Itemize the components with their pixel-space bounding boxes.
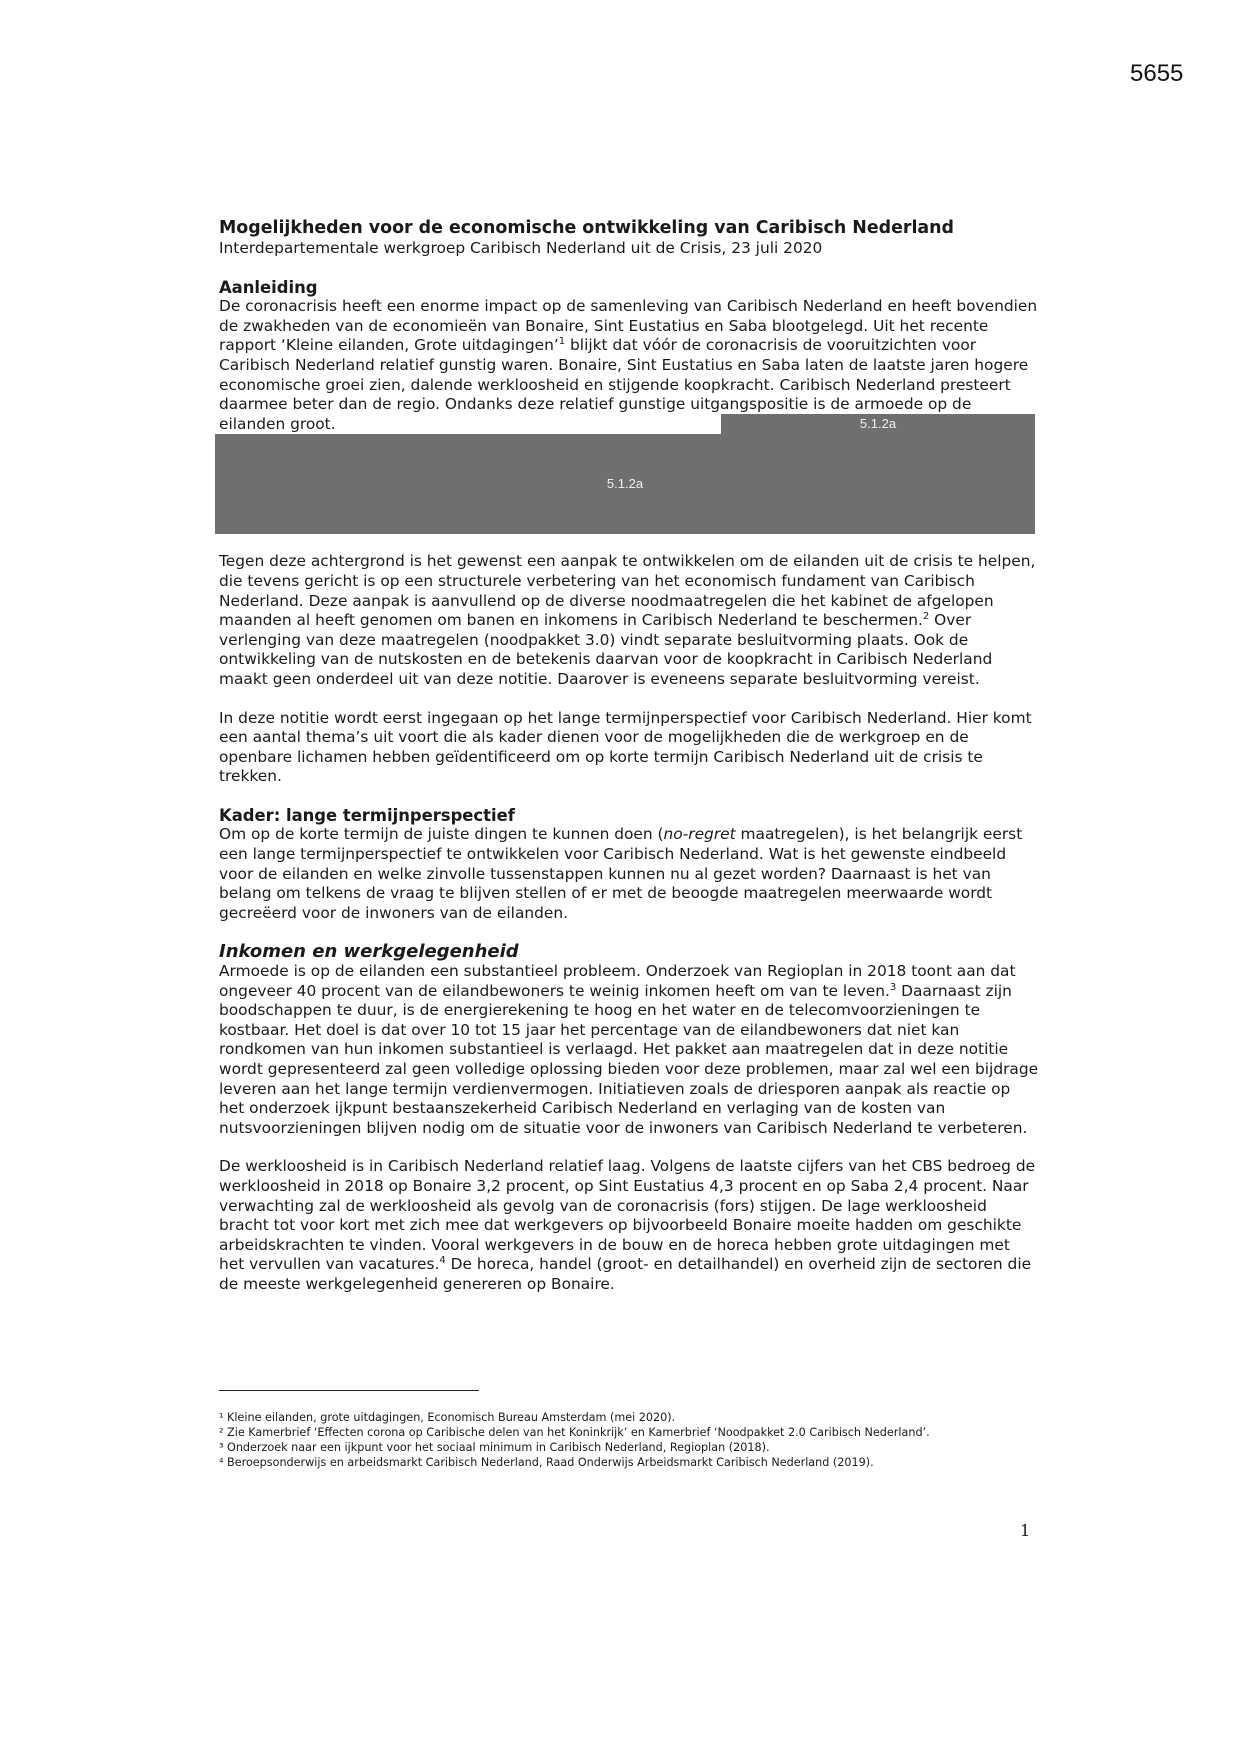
paragraph-inkomen-1: Armoede is op de eilanden een substantieel probleem. Onderzoek van Regioplan in 2018 toont aan dat ongeveer 40 procent van de eilandbewoners te weinig inkomen heeft om van te leven.$^3$ Daarnaast zijn boodschappen te duur, is de energierekening te hoog en het water en de telecomvoorzieningen te kostbaar. Het doel is dat over 10 tot 15 jaar het percentage van de eilandbewoners dat niet kan rondkomen van hun inkomen substantieel is verlaagd. Het pakket aan maatregelen dat in deze notitie wordt gepresenteerd zal geen volledige oplossing bieden voor deze problemen, maar zal wel een bijdrage leveren aan het lange termijn verdienvermogen. Initiatieven zoals de driesporen aanpak als reactie op het onderzoek ijkpunt bestaanszekerheid Caribisch Nederland en verlaging van de kosten van nutsvoorzieningen blijven nodig om de situatie voor de inwoners van Caribisch Nederland te verbeteren. [219,962,1039,1137]
document-subtitle: Interdepartementale werkgroep Caribisch Nederland uit de Crisis, 23 juli 2020 [219,239,823,257]
footnote-3: ³ Onderzoek naar een ijkpunt voor het sociaal minimum in Caribisch Nederland, Regioplan (2018). [219,1441,770,1454]
footnote-ref-4: 4 [439,1255,446,1267]
paragraph-inkomen-2: De werkloosheid is in Caribisch Nederland relatief laag. Volgens de laatste cijfers van het CBS bedroeg de werkloosheid in 2018 op Bonaire 3,2 procent, op Sint Eustatius 4,3 procent en op Saba 2,4 procent. Naar verwachting zal de werkloosheid als gevolg van de coronacrisis (fors) stijgen. De lage werkloosheid bracht tot voor kort met zich mee dat werkgevers op bijvoorbeeld Bonaire moeite hadden om geschikte arbeidskrachten te vinden. Vooral werkgevers in de bouw en de horeca hebben grote uitdagingen met het vervullen van vacatures.$^4$ De horeca, handel (groot- en detailhandel) en overheid zijn de sectoren die de meeste werkgelegenheid genereren op Bonaire. [219,1157,1036,1293]
section-heading-aanleiding: Aanleiding [219,277,318,297]
page-number: 1 [1020,1521,1031,1540]
subsection-heading-inkomen: Inkomen en werkgelegenheid [219,941,519,963]
document-stamp-number: 5655 [1130,60,1184,87]
redaction-inline: 5.1.2a [721,414,1035,434]
section-heading-kader: Kader: lange termijnperspectief [219,805,515,825]
footnote-ref-3: 3 [889,981,897,993]
paragraph-aanleiding-1: De coronacrisis heeft een enorme impact op de samenleving van Caribisch Nederland en heeft bovendien de zwakheden van de economieën van Bonaire, Sint Eustatius en Saba blootgelegd. Uit het recente rapport ‘Kleine eilanden, Grote uitdagingen’$^1$ blijkt dat vóór de coronacrisis de vooruitzichten voor Caribisch Nederland relatief gunstig waren. Bonaire, Sint Eustatius en Saba laten de laatste jaren hogere economische groei zien, dalende werkloosheid en stijgende koopkracht. Caribisch Nederland presteert daarmee beter dan de regio. Ondanks deze relatief gunstige uitgangspositie is de armoede op de eilanden groot. [219,297,1038,433]
footnote-ref-1: 1 [558,336,566,348]
footnote-4: ⁴ Beroepsonderwijs en arbeidsmarkt Caribisch Nederland, Raad Onderwijs Arbeidsmarkt Caribisch Nederland (2019). [219,1456,874,1469]
paragraph-kader-1: Om op de korte termijn de juiste dingen te kunnen doen (no-regret maatregelen), is het belangrijk eerst een lange termijnperspectief te ontwikkelen voor Caribisch Nederland. Wat is het gewenste eindbeeld voor de eilanden en welke zinvolle tussenstappen kunnen nu al gezet worden? Daarnaast is het van belang om telkens de vraag te blijven stellen of er met de beoogde maatregelen meerwaarde wordt gecreëerd voor de inwoners van de eilanden. [219,825,1023,922]
paragraph-aanleiding-3: In deze notitie wordt eerst ingegaan op het lange termijnperspectief voor Caribisch Nederland. Hier komt een aantal thema’s uit voort die als kader dienen voor de mogelijkheden die de werkgroep en de openbare lichamen hebben geïdentificeerd om op korte termijn Caribisch Nederland uit de crisis te trekken. [219,708,1032,786]
footnote-2: ² Zie Kamerbrief ‘Effecten corona op Caribische delen van het Koninkrijk’ en Kamerbrief ‘Noodpakket 2.0 Caribisch Nederland’. [219,1426,930,1439]
document-body [219,217,1039,1295]
document-title: Mogelijkheden voor de economische ontwikkeling van Caribisch Nederland [219,218,954,238]
paragraph-aanleiding-2: Tegen deze achtergrond is het gewenst een aanpak te ontwikkelen om de eilanden uit de crisis te helpen, die tevens gericht is op een structurele verbetering van het economisch fundament van Caribisch Nederland. Deze aanpak is aanvullend op de diverse noodmaatregelen die het kabinet de afgelopen maanden al heeft genomen om banen en inkomens in Caribisch Nederland te beschermen.$^2$ Over verlenging van deze maatregelen (noodpakket 3.0) vindt separate besluitvorming plaats. Ook de ontwikkeling van de nutskosten en de betekenis daarvan voor de koopkracht in Caribisch Nederland maakt geen onderdeel uit van deze notitie. Daarover is eveneens separate besluitvorming vereist. [219,552,1036,688]
footnote-divider [219,1390,479,1391]
footnote-ref-2: 2 [922,611,930,622]
footnotes [219,1410,1059,1470]
redaction-block: 5.1.2a [215,434,1035,534]
footnote-1: ¹ Kleine eilanden, grote uitdagingen, Economisch Bureau Amsterdam (mei 2020). [219,1411,676,1424]
